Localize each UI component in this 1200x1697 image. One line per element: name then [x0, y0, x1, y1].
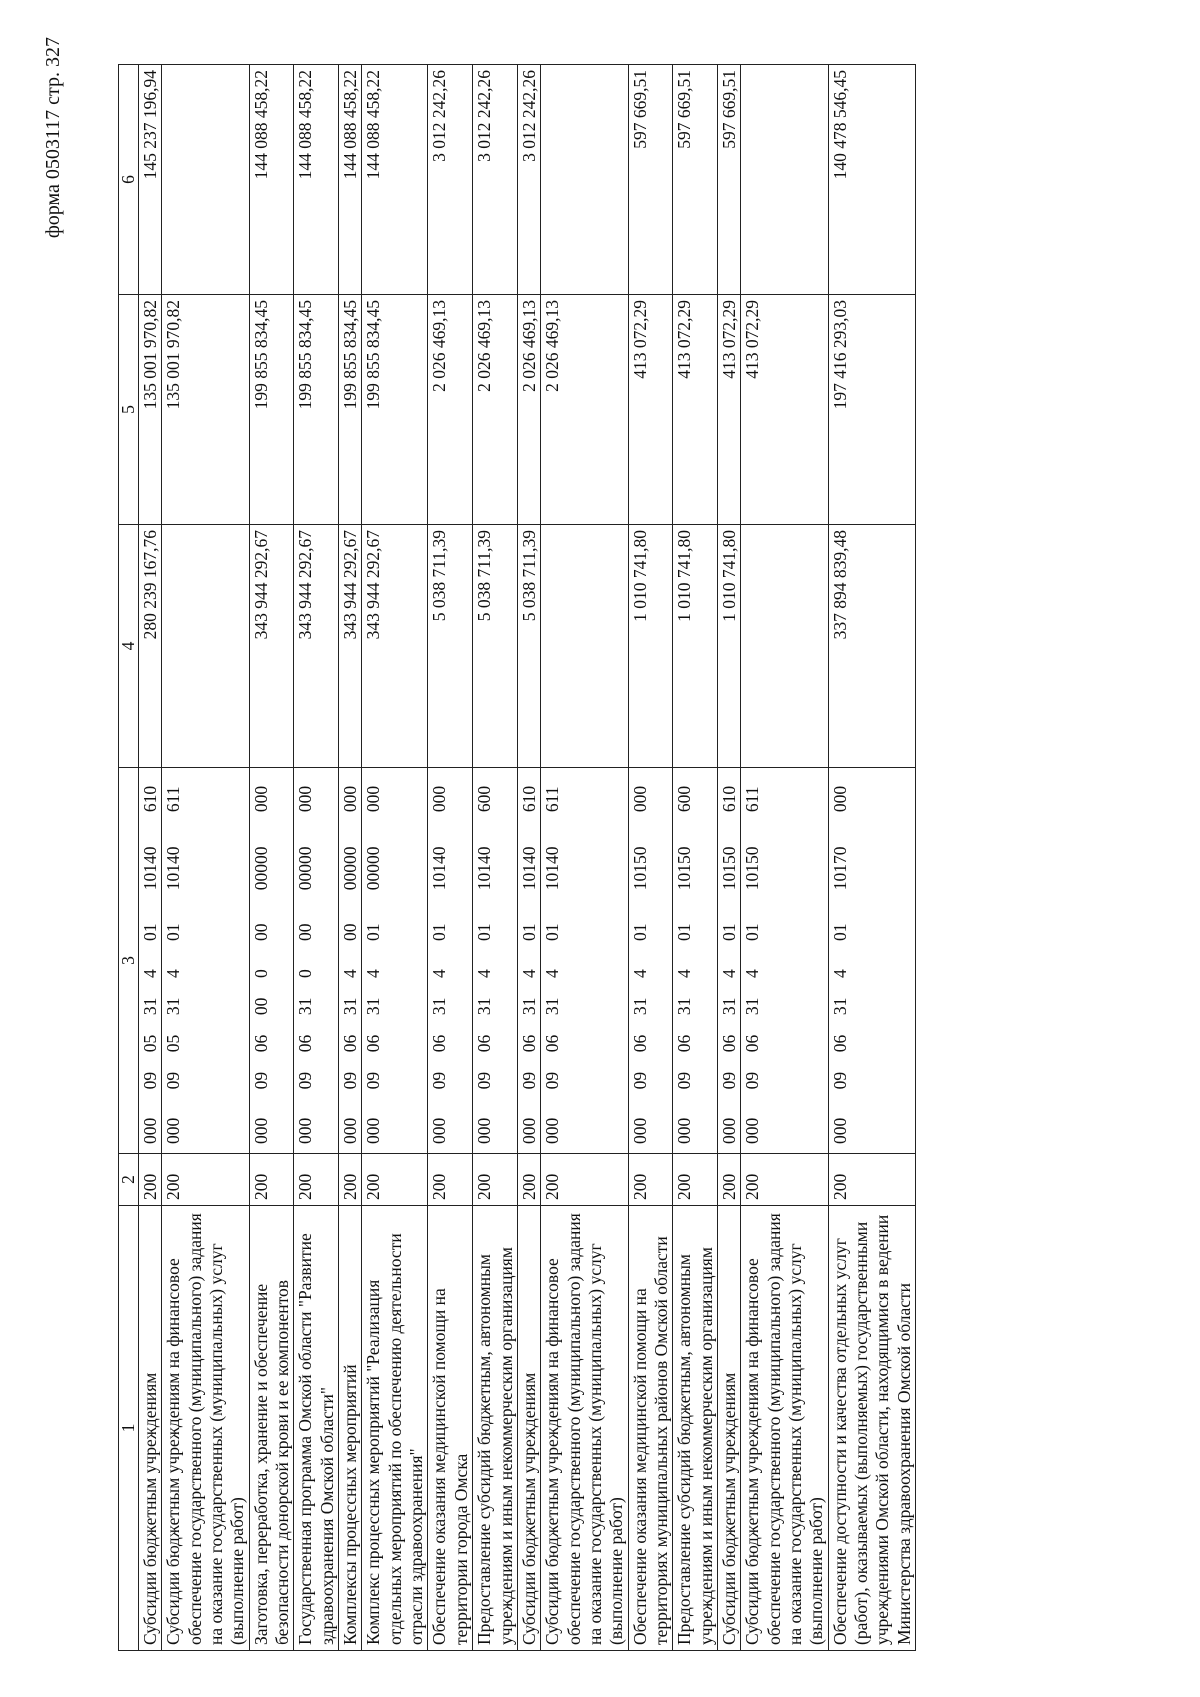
code-section: 09 [629, 1071, 650, 1090]
code-program: 31 [718, 997, 739, 1016]
code-subprogram-type: 0 [295, 969, 316, 979]
row-budget-code-cell [428, 768, 473, 1154]
row-approved-amount-cell: 280 239 167,76 [139, 525, 162, 768]
row-unexecuted-amount-cell [741, 65, 828, 295]
code-expense-type: 000 [363, 785, 384, 813]
row-executed-amount-cell: 2 026 469,13 [517, 295, 540, 525]
row-executed-amount-cell: 2 026 469,13 [541, 295, 628, 525]
code-expense-type: 610 [518, 785, 539, 813]
code-structure: 00 [250, 923, 271, 941]
row-budget-code-cell [541, 768, 628, 1154]
budget-code [340, 773, 361, 1148]
row-budget-code-cell [741, 768, 828, 1154]
row-name-cell: Предоставление субсидий бюджетным, автономным учреждениям и иным некоммерческим организациям [473, 1206, 518, 1651]
code-admin: 000 [674, 1117, 695, 1144]
code-direction: 00000 [363, 846, 384, 891]
table-row [339, 65, 362, 1651]
code-admin: 000 [474, 1117, 495, 1144]
table-row [249, 65, 294, 1651]
code-subsection: 06 [829, 1034, 850, 1053]
budget-code [363, 773, 384, 1148]
row-approved-amount-cell [162, 525, 249, 768]
code-direction: 10170 [829, 846, 850, 891]
row-unexecuted-amount-cell: 145 237 196,94 [139, 65, 162, 295]
code-expense-type: 000 [629, 785, 650, 813]
table-row [828, 65, 915, 1651]
code-expense-type: 600 [474, 785, 495, 813]
code-admin: 000 [363, 1117, 384, 1144]
code-structure: 01 [518, 923, 539, 941]
form-page-label: форма 0503117 стр. 327 [42, 37, 64, 239]
code-expense-type: 611 [542, 786, 563, 813]
budget-code [474, 773, 495, 1148]
row-line-code-cell: 200 [428, 1154, 473, 1206]
row-budget-code-cell [717, 768, 740, 1154]
code-section: 09 [340, 1071, 361, 1090]
code-structure: 01 [163, 923, 184, 941]
code-subsection: 06 [250, 1034, 271, 1053]
row-executed-amount-cell: 199 855 834,45 [362, 295, 428, 525]
code-direction: 10150 [629, 846, 650, 891]
table-row [717, 65, 740, 1651]
code-direction: 10140 [474, 846, 495, 891]
row-approved-amount-cell [541, 525, 628, 768]
code-program: 31 [629, 997, 650, 1016]
row-unexecuted-amount-cell: 3 012 242,26 [473, 65, 518, 295]
budget-code [295, 773, 316, 1148]
row-name-cell: Комплексы процессных мероприятий [339, 1206, 362, 1651]
table-body [139, 65, 916, 1651]
row-budget-code-cell [339, 768, 362, 1154]
row-unexecuted-amount-cell [541, 65, 628, 295]
code-subprogram-type: 4 [163, 969, 184, 979]
row-unexecuted-amount-cell: 597 669,51 [628, 65, 673, 295]
row-line-code-cell: 200 [339, 1154, 362, 1206]
code-subprogram-type: 4 [518, 969, 539, 979]
row-line-code-cell: 200 [828, 1154, 915, 1206]
budget-code [830, 773, 851, 1148]
budget-code [429, 773, 450, 1148]
code-direction: 10140 [542, 846, 563, 891]
code-subprogram-type: 4 [829, 969, 850, 979]
row-name-cell: Субсидии бюджетным учреждениям [139, 1206, 162, 1651]
code-subprogram-type: 4 [742, 969, 763, 979]
code-admin: 000 [542, 1117, 563, 1144]
code-admin: 000 [629, 1117, 650, 1144]
code-structure: 01 [429, 923, 450, 941]
row-name-cell: Субсидии бюджетным учреждениям на финансовое обеспечение государственного (муниципального) задания на оказание государственных (муниципальных) услуг (выполнение работ) [541, 1206, 628, 1651]
code-subsection: 06 [518, 1034, 539, 1053]
row-name-cell: Субсидии бюджетным учреждениям на финансовое обеспечение государственного (муниципального) задания на оказание государственных (муниципальных) услуг (выполнение работ) [162, 1206, 249, 1651]
budget-code [251, 773, 272, 1148]
code-structure: 01 [718, 923, 739, 941]
row-line-code-cell: 200 [139, 1154, 162, 1206]
code-admin: 000 [429, 1117, 450, 1144]
row-budget-code-cell [517, 768, 540, 1154]
row-line-code-cell: 200 [473, 1154, 518, 1206]
row-approved-amount-cell [741, 525, 828, 768]
code-admin: 000 [518, 1117, 539, 1144]
code-section: 09 [518, 1071, 539, 1090]
row-executed-amount-cell: 199 855 834,45 [339, 295, 362, 525]
row-name-cell: Обеспечение доступности и качества отдельных услуг (работ), оказываемых (выполняемых) государственными учреждениями Омской области, находящимися в ведении Министерства здравоохранения Омской области [828, 1206, 915, 1651]
code-structure: 01 [629, 923, 650, 941]
row-name-cell: Субсидии бюджетным учреждениям на финансовое обеспечение государственного (муниципального) задания на оказание государственных (муниципальных) услуг (выполнение работ) [741, 1206, 828, 1651]
code-section: 09 [674, 1071, 695, 1090]
table-row [473, 65, 518, 1651]
table-row [139, 65, 162, 1651]
budget-code [542, 773, 563, 1148]
row-line-code-cell: 200 [717, 1154, 740, 1206]
code-admin: 000 [140, 1117, 160, 1144]
code-subsection: 06 [429, 1034, 450, 1053]
code-program: 00 [250, 997, 271, 1016]
row-approved-amount-cell: 337 894 839,48 [828, 525, 915, 768]
row-executed-amount-cell: 413 072,29 [673, 295, 718, 525]
code-subsection: 06 [674, 1034, 695, 1053]
header-col-3: 3 [119, 768, 139, 1154]
code-admin: 000 [829, 1117, 850, 1144]
row-line-code-cell: 200 [741, 1154, 828, 1206]
row-executed-amount-cell: 135 001 970,82 [139, 295, 162, 525]
row-approved-amount-cell: 5 038 711,39 [517, 525, 540, 768]
code-subsection: 06 [340, 1034, 361, 1053]
header-col-6: 6 [119, 65, 139, 295]
table-row [673, 65, 718, 1651]
budget-code [742, 773, 763, 1148]
row-name-cell: Комплекс процессных мероприятий "Реализация отдельных мероприятий по обеспечению деятельности отрасли здравоохранения" [362, 1206, 428, 1651]
code-subprogram-type: 4 [674, 969, 695, 979]
code-program: 31 [429, 997, 450, 1016]
code-structure: 01 [363, 923, 384, 941]
table-row [428, 65, 473, 1651]
code-direction: 00000 [250, 846, 271, 891]
code-program: 31 [742, 997, 763, 1016]
code-section: 09 [140, 1071, 160, 1090]
row-budget-code-cell [628, 768, 673, 1154]
code-subsection: 06 [363, 1034, 384, 1053]
code-subprogram-type: 4 [718, 969, 739, 979]
code-admin: 000 [250, 1117, 271, 1144]
table-row [294, 65, 339, 1651]
code-subsection: 06 [742, 1034, 763, 1053]
code-structure: 01 [742, 923, 763, 941]
row-unexecuted-amount-cell: 144 088 458,22 [362, 65, 428, 295]
table-row [541, 65, 628, 1651]
code-subprogram-type: 4 [629, 969, 650, 979]
code-direction: 10150 [674, 846, 695, 891]
code-direction: 10140 [163, 846, 184, 891]
code-structure: 00 [295, 923, 316, 941]
row-approved-amount-cell: 5 038 711,39 [473, 525, 518, 768]
row-budget-code-cell [139, 768, 162, 1154]
row-approved-amount-cell: 1 010 741,80 [628, 525, 673, 768]
code-section: 09 [363, 1071, 384, 1090]
row-name-cell: Предоставление субсидий бюджетным, автономным учреждениям и иным некоммерческим организациям [673, 1206, 718, 1651]
row-line-code-cell: 200 [517, 1154, 540, 1206]
row-line-code-cell: 200 [249, 1154, 294, 1206]
code-subprogram-type: 4 [542, 969, 563, 979]
code-subprogram-type: 4 [429, 969, 450, 979]
budget-code [719, 773, 740, 1148]
code-direction: 10150 [718, 846, 739, 891]
code-structure: 01 [542, 923, 563, 941]
code-subprogram-type: 4 [363, 969, 384, 979]
code-expense-type: 610 [140, 785, 160, 813]
code-expense-type: 611 [163, 786, 184, 813]
code-structure: 01 [674, 923, 695, 941]
budget-code [163, 773, 184, 1148]
row-unexecuted-amount-cell: 144 088 458,22 [339, 65, 362, 295]
row-approved-amount-cell: 343 944 292,67 [362, 525, 428, 768]
row-line-code-cell: 200 [673, 1154, 718, 1206]
code-admin: 000 [718, 1117, 739, 1144]
row-approved-amount-cell: 1 010 741,80 [717, 525, 740, 768]
code-admin: 000 [742, 1117, 763, 1144]
row-executed-amount-cell: 2 026 469,13 [473, 295, 518, 525]
code-program: 31 [518, 997, 539, 1016]
row-approved-amount-cell: 343 944 292,67 [339, 525, 362, 768]
row-name-cell: Государственная программа Омской области "Развитие здравоохранения Омской области" [294, 1206, 339, 1651]
row-budget-code-cell [162, 768, 249, 1154]
code-subprogram-type: 4 [474, 969, 495, 979]
row-line-code-cell: 200 [162, 1154, 249, 1206]
code-program: 31 [295, 997, 316, 1016]
code-admin: 000 [340, 1117, 361, 1144]
code-direction: 10140 [140, 846, 160, 891]
code-structure: 01 [474, 923, 495, 941]
row-budget-code-cell [294, 768, 339, 1154]
row-approved-amount-cell: 343 944 292,67 [294, 525, 339, 768]
code-expense-type: 000 [250, 785, 271, 813]
header-col-5: 5 [119, 295, 139, 525]
budget-code [630, 773, 651, 1148]
code-direction: 10140 [518, 846, 539, 891]
row-executed-amount-cell: 135 001 970,82 [162, 295, 249, 525]
code-admin: 000 [295, 1117, 316, 1144]
code-section: 09 [429, 1071, 450, 1090]
row-unexecuted-amount-cell [162, 65, 249, 295]
row-line-code-cell: 200 [362, 1154, 428, 1206]
row-executed-amount-cell: 413 072,29 [628, 295, 673, 525]
row-executed-amount-cell: 413 072,29 [717, 295, 740, 525]
row-unexecuted-amount-cell: 597 669,51 [717, 65, 740, 295]
code-structure: 00 [340, 923, 361, 941]
code-direction: 10140 [429, 846, 450, 891]
code-subsection: 06 [629, 1034, 650, 1053]
header-col-1: 1 [119, 1206, 139, 1651]
row-name-cell: Заготовка, переработка, хранение и обеспечение безопасности донорской крови и ее компонентов [249, 1206, 294, 1651]
code-structure: 01 [140, 923, 160, 941]
code-program: 31 [140, 997, 160, 1016]
row-unexecuted-amount-cell: 144 088 458,22 [294, 65, 339, 295]
row-line-code-cell: 200 [628, 1154, 673, 1206]
code-subprogram-type: 4 [140, 969, 160, 979]
code-program: 31 [340, 997, 361, 1016]
table-row [517, 65, 540, 1651]
header-col-2: 2 [119, 1154, 139, 1206]
code-subsection: 06 [474, 1034, 495, 1053]
code-expense-type: 000 [340, 785, 361, 813]
table-row [162, 65, 249, 1651]
code-subsection: 05 [140, 1034, 160, 1053]
row-unexecuted-amount-cell: 597 669,51 [673, 65, 718, 295]
code-program: 31 [163, 997, 184, 1016]
code-section: 09 [250, 1071, 271, 1090]
row-budget-code-cell [362, 768, 428, 1154]
code-program: 31 [542, 997, 563, 1016]
budget-code [140, 773, 161, 1148]
row-name-cell: Субсидии бюджетным учреждениям [717, 1206, 740, 1651]
row-name-cell: Субсидии бюджетным учреждениям [517, 1206, 540, 1651]
header-col-4: 4 [119, 525, 139, 768]
code-direction: 00000 [340, 846, 361, 891]
row-approved-amount-cell: 343 944 292,67 [249, 525, 294, 768]
code-expense-type: 000 [429, 785, 450, 813]
row-unexecuted-amount-cell: 3 012 242,26 [517, 65, 540, 295]
budget-code [519, 773, 540, 1148]
row-budget-code-cell [249, 768, 294, 1154]
row-budget-code-cell [473, 768, 518, 1154]
row-budget-code-cell [673, 768, 718, 1154]
table-row [628, 65, 673, 1651]
expenditure-table [118, 64, 916, 1651]
table-row [741, 65, 828, 1651]
code-expense-type: 600 [674, 785, 695, 813]
code-program: 31 [474, 997, 495, 1016]
code-section: 09 [163, 1071, 184, 1090]
table-header-row [119, 65, 139, 1651]
code-section: 09 [718, 1071, 739, 1090]
budget-code [674, 773, 695, 1148]
row-budget-code-cell [828, 768, 915, 1154]
code-section: 09 [295, 1071, 316, 1090]
row-executed-amount-cell: 2 026 469,13 [428, 295, 473, 525]
code-section: 09 [742, 1071, 763, 1090]
code-program: 31 [674, 997, 695, 1016]
code-expense-type: 610 [718, 785, 739, 813]
code-admin: 000 [163, 1117, 184, 1144]
row-executed-amount-cell: 413 072,29 [741, 295, 828, 525]
table-row [362, 65, 428, 1651]
row-unexecuted-amount-cell: 144 088 458,22 [249, 65, 294, 295]
row-approved-amount-cell: 5 038 711,39 [428, 525, 473, 768]
row-approved-amount-cell: 1 010 741,80 [673, 525, 718, 768]
row-unexecuted-amount-cell: 140 478 546,45 [828, 65, 915, 295]
code-subsection: 06 [542, 1034, 563, 1053]
code-section: 09 [542, 1071, 563, 1090]
row-executed-amount-cell: 199 855 834,45 [294, 295, 339, 525]
row-executed-amount-cell: 197 416 293,03 [828, 295, 915, 525]
row-name-cell: Обеспечение оказания медицинской помощи на территории города Омска [428, 1206, 473, 1651]
code-expense-type: 611 [742, 786, 763, 813]
row-name-cell: Обеспечение оказания медицинской помощи на территориях муниципальных районов Омской области [628, 1206, 673, 1651]
row-line-code-cell: 200 [294, 1154, 339, 1206]
code-program: 31 [363, 997, 384, 1016]
code-section: 09 [829, 1071, 850, 1090]
row-executed-amount-cell: 199 855 834,45 [249, 295, 294, 525]
code-subsection: 05 [163, 1034, 184, 1053]
row-line-code-cell: 200 [541, 1154, 628, 1206]
code-subprogram-type: 4 [340, 969, 361, 979]
row-unexecuted-amount-cell: 3 012 242,26 [428, 65, 473, 295]
code-program: 31 [829, 997, 850, 1016]
code-expense-type: 000 [295, 785, 316, 813]
code-section: 09 [474, 1071, 495, 1090]
code-subprogram-type: 0 [250, 969, 271, 979]
code-direction: 10150 [742, 846, 763, 891]
code-subsection: 06 [295, 1034, 316, 1053]
code-expense-type: 000 [829, 785, 850, 813]
code-structure: 01 [829, 923, 850, 941]
code-subsection: 06 [718, 1034, 739, 1053]
code-direction: 00000 [295, 846, 316, 891]
